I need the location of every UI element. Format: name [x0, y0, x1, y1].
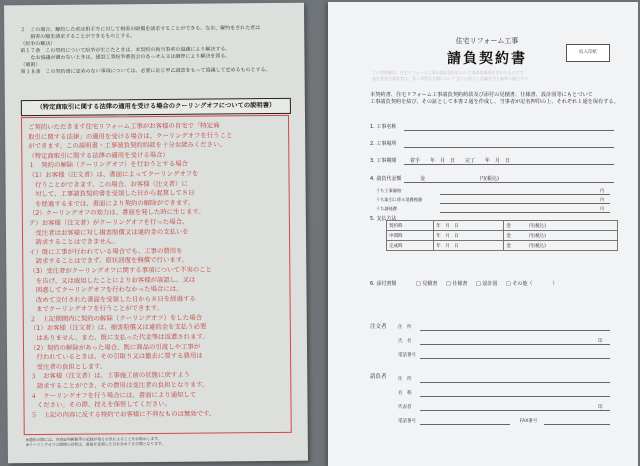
tax-breakdown-label: うち取引に係る消費税額: [376, 197, 423, 202]
explanation-line: （1）お客様（注文者）は、損害賠償又は違約金を支払う必要: [29, 323, 207, 333]
explanation-line: 対して、工事請負契約書を受領した日から起算して８日: [28, 188, 195, 199]
explanation-line: 受注者の負担とします。: [30, 362, 107, 371]
payment-method-label: 5. 支払方法: [370, 216, 397, 222]
payment-timing-cell: 中間時: [387, 231, 434, 241]
clause-line: なお協議が調わないときは、建設工事紛争審査会のあっせん又は調停により解決を図る。: [20, 53, 231, 62]
contract-subtitle: 住宅リフォーム工事: [455, 37, 519, 45]
explanation-line: （3）受注者がクーリングオフに関する事項について不実のこと: [29, 265, 212, 276]
explanation-line: （2）契約の解除があった場合、既に商品の引渡しや工事が: [29, 342, 201, 352]
explanation-line: を経過するまでは、書面により契約の解除ができます。: [28, 198, 195, 208]
cooling-off-heading: （特定商取引に関する法律の適用を受ける場合のクーリングオフについての説明書）: [21, 98, 291, 116]
explanation-line: 受注者はお客様に対し損害賠償又は違約金の支払いを: [28, 227, 189, 237]
field-period-line[interactable]: [404, 164, 614, 165]
explanation-line: 困惑してクーリングオフを行わなかった場合には、: [29, 284, 183, 295]
contractor-fax-line[interactable]: [544, 424, 610, 425]
explanation-line: ご契約いただきます住宅リフォーム工事がお客様の自宅で「特定商: [28, 121, 220, 132]
contract-title: 請負契約書: [447, 51, 527, 67]
field-construction-name-label: 1. 工事名称: [370, 124, 397, 130]
payment-amount-cell[interactable]: 金 円(税込): [504, 231, 618, 241]
field-period-label: 3. 工事期間: [370, 158, 397, 164]
client-name-label: 氏 名: [398, 339, 412, 344]
field-price-label: 4. 請負代金額: [370, 176, 402, 182]
explanation-line: ４ クーリングオフを行う場合には、書面により通知して: [30, 390, 197, 400]
clause-line: （紛争の解決）: [20, 40, 56, 48]
contractor-address-label: 住 所: [398, 377, 412, 382]
attachment-other-checkbox[interactable]: □ その他（ ）: [506, 281, 558, 287]
clause-line: 第１８条 この契約書に定めのない事項については、必要に応じ甲乙誠意をもって協議して定めるものとする。: [20, 66, 271, 76]
footnotes: [26, 435, 292, 447]
contractor-company-line[interactable]: [420, 396, 610, 397]
field-period-value: 着手 年 月 日 完了 年 月 日: [410, 158, 511, 164]
cooling-off-explanation-box: [21, 115, 292, 435]
payment-amount-cell[interactable]: 金 円(税込): [504, 221, 618, 231]
attachment-drawing-checkbox[interactable]: □ 設計図: [476, 281, 498, 287]
explanation-line: ができます。この説明書・工事請負契約約款を十分お読みください。: [28, 140, 226, 151]
clause-line: 損害の額を請求することができるものとする。: [20, 33, 136, 41]
field-construction-site-line[interactable]: [404, 147, 614, 148]
attachments-label: 6. 添付書類: [370, 281, 397, 287]
field-construction-name-line[interactable]: [404, 130, 614, 131]
table-row: [387, 231, 618, 241]
contractor-rep-label: 代表者: [398, 405, 412, 410]
explanation-line: 請求することができ、その費用は受注者の負担となります。: [30, 380, 209, 391]
explanation-line: までクーリングオフを行うことができます。: [29, 304, 164, 314]
faint-reverse-text: [372, 70, 602, 82]
contractor-rep-line[interactable]: [420, 410, 610, 411]
payment-amount-cell[interactable]: 金 円(税込): [504, 241, 618, 251]
explanation-line: を告げ、又は威迫したことによりお客様が誤認し、又は: [29, 275, 196, 285]
client-address-label: 住 所: [398, 325, 412, 330]
explanation-line: ３ お客様（注文者）は、工事施工前の状態に戻すよう: [30, 371, 191, 381]
clause-line: 第１７条 この契約について紛争が生じたときは、本契約の両当事者の協議により解決する。: [20, 46, 231, 55]
client-phone-label: 電話番号: [398, 353, 416, 358]
table-row: [387, 241, 618, 251]
explanation-line: （1）お客様（注文者）は、書面によってクーリングオフを: [28, 169, 199, 180]
attachment-spec-checkbox[interactable]: □ 仕様書: [446, 281, 468, 287]
field-construction-site-label: 2. 工事場所: [370, 141, 397, 147]
explanation-line: ください。その際、控えを保管してください。: [30, 400, 172, 410]
contractor-fax-label: FAX番号: [520, 419, 538, 424]
field-price-value: 金 円(税込): [420, 176, 499, 182]
expenses-breakdown-label: うち諸経費: [376, 206, 397, 211]
explanation-line: 請求することはできず、原状回復を無償で行います。: [29, 256, 189, 266]
price-breakdown-label: うち工事価格: [376, 188, 402, 193]
contractor-label: 請負者: [370, 374, 387, 380]
intro-line: 工事請負契約を結び、その証として本書２通を作成し、当事者が記名押印の上、それぞれ１通を保有する。: [370, 99, 619, 105]
expenses-breakdown-unit: 円: [600, 206, 605, 211]
revenue-stamp-box: 収入印紙: [566, 44, 610, 62]
clause-line: （補則）: [20, 62, 41, 69]
contract-clauses: [20, 25, 288, 76]
client-label: 注文者: [370, 324, 387, 330]
client-address-line[interactable]: [420, 330, 610, 331]
contractor-company-label: 名 称: [398, 391, 412, 396]
explanation-line: （特定商取引に関する法律の適用を受ける場合）: [28, 150, 169, 160]
explanation-line: 取引に関する法律」の適用を受ける場合は、クーリングオフを行うこと: [28, 130, 233, 141]
explanation-line: 請求することはできません。: [29, 237, 119, 247]
contractor-address-line[interactable]: [420, 382, 610, 383]
intro-line: 本契約書、住宅リフォーム工事請負契約約款及び添付の見積書、仕様書、設計図等にもとづいて: [370, 92, 593, 98]
tax-breakdown-line[interactable]: [440, 203, 610, 204]
explanation-line: 行うことができます。この場合、お客様（注文者）に: [28, 179, 188, 189]
explanation-line: （2）クーリングオフの効力は、書面を発した時に生じます。: [28, 207, 205, 218]
clause-line: ２ この場合、解約した者は相手方に対して損害の賠償を請求することができる。なお、解約をされた者は: [20, 25, 261, 34]
payment-date-cell[interactable]: 年 月 日: [434, 241, 504, 251]
price-breakdown-unit: 円: [600, 188, 605, 193]
explanation-line: ２ 上記期間内に契約の解除（クーリングオフ）をした場合: [29, 313, 203, 323]
explanation-line: はありません。また、既に支払った代金等は返還されます。: [29, 332, 209, 343]
contractor-seal-mark: 印: [598, 405, 603, 410]
explanation-line: 改めて交付された書面を受領した日から８日を経過する: [29, 294, 196, 304]
payment-timing-cell: 完成時: [387, 241, 434, 251]
explanation-line: イ）既に工事が行われている場合でも、工事の費用を: [29, 246, 183, 256]
payment-table: [386, 220, 618, 251]
expenses-breakdown-line[interactable]: [440, 212, 610, 213]
payment-timing-cell: 契約時: [387, 221, 434, 231]
left-document-page: [4, 3, 308, 464]
contractor-phone-line[interactable]: [420, 424, 510, 425]
explanation-line: ア）お客様（注文者）がクーリングオフを行った場合、: [28, 217, 189, 228]
faint-line: この契約書は、住宅リフォーム工事の請負契約について基本的事項を定めたものです: [372, 70, 524, 75]
attachment-estimate-checkbox[interactable]: □ 見積書: [416, 281, 438, 287]
client-seal-mark: 印: [598, 339, 603, 344]
explanation-line: 行われているときは、その引取り又は撤去に要する費用は: [30, 351, 203, 362]
client-phone-line[interactable]: [420, 358, 610, 359]
explanation-line: ５ 上記の内容に反する特約でお客様に不利なものは無効です。: [30, 409, 216, 419]
client-name-line[interactable]: [420, 344, 610, 345]
payment-date-cell[interactable]: 年 月 日: [434, 221, 504, 231]
faint-line: 発注者及び請負者は、各々対等な立場において互いに協力し信義を守り誠実に履行する: [372, 76, 528, 81]
tax-breakdown-unit: 円: [600, 197, 605, 202]
footnote-line: ※クーリングオフの期間の計算は、書面を受領した日を含めて８日間となります。: [25, 440, 166, 448]
contract-title-area: [372, 36, 602, 68]
field-price-line[interactable]: [404, 182, 614, 183]
payment-date-cell[interactable]: 年 月 日: [434, 231, 504, 241]
price-breakdown-line[interactable]: [440, 194, 610, 195]
footnote-line: ※通知の際には、内容証明郵便等の記録が残る方法によることをお勧めします。: [25, 435, 162, 443]
contractor-phone-label: 電話番号: [398, 419, 416, 424]
explanation-line: １ 契約の解除（クーリングオフ）を行おうとする場合: [28, 160, 188, 170]
table-row: [387, 221, 618, 231]
contract-intro: [370, 92, 620, 106]
